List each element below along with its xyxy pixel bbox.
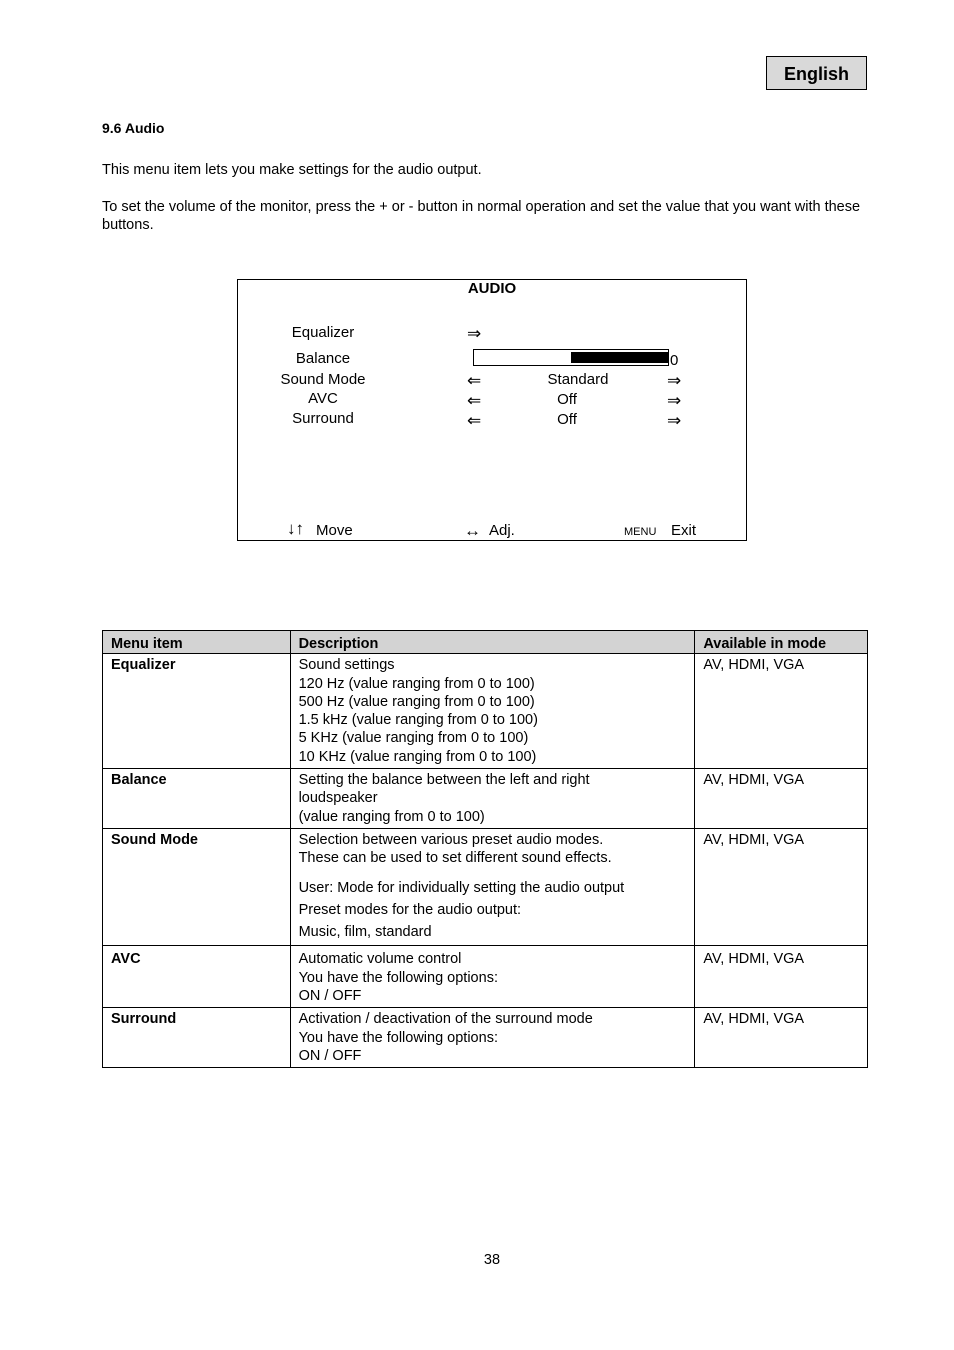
description-gap	[299, 868, 687, 879]
surround-value: Off	[557, 411, 577, 428]
row-description	[290, 946, 695, 1008]
description-line: 1.5 kHz (value ranging from 0 to 100)	[298, 712, 538, 729]
description-line: ON / OFF	[298, 1047, 362, 1064]
adjust-label: Adj.	[489, 522, 515, 539]
table-row	[103, 769, 868, 829]
row-item: Sound Mode	[103, 828, 291, 945]
description-line: Preset modes for the audio output:	[298, 901, 522, 918]
osd-label-surround: Surround	[292, 410, 354, 427]
row-description	[290, 654, 695, 769]
header-menu-item: Menu item	[103, 631, 291, 654]
move-arrows-icon: ↓↑	[287, 519, 304, 538]
avc-left-arrow-icon: ⇐	[467, 391, 482, 410]
table-row	[103, 828, 868, 945]
row-modes: AV, HDMI, VGA	[695, 828, 868, 945]
page-number: 38	[483, 1252, 501, 1268]
move-label: Move	[316, 522, 353, 539]
osd-title: AUDIO	[467, 280, 517, 297]
table-row	[103, 946, 868, 1008]
table-header-row	[103, 631, 868, 654]
adjust-arrows-icon: ↔	[464, 521, 481, 540]
balance-slider-fill	[571, 352, 668, 363]
row-item: AVC	[103, 946, 291, 1008]
row-description	[290, 828, 695, 945]
surround-left-arrow-icon: ⇐	[467, 411, 482, 430]
row-description	[290, 769, 695, 829]
row-description	[290, 1008, 695, 1068]
description-line: (value ranging from 0 to 100)	[298, 808, 485, 825]
osd-label-equalizer: Equalizer	[291, 324, 355, 341]
header-description: Description	[290, 631, 695, 654]
description-line: ON / OFF	[298, 988, 362, 1005]
balance-slider	[473, 349, 669, 366]
description-line: 500 Hz (value ranging from 0 to 100)	[298, 693, 535, 710]
description-line: You have the following options:	[298, 969, 498, 986]
row-modes: AV, HDMI, VGA	[695, 946, 868, 1008]
equalizer-right-arrow-icon: ⇒	[467, 324, 482, 343]
description-line: You have the following options:	[298, 1029, 498, 1046]
row-modes: AV, HDMI, VGA	[695, 654, 868, 769]
balance-value: 0	[670, 352, 679, 369]
description-line: Selection between various preset audio modes.	[298, 831, 604, 848]
audio-osd-menu	[237, 279, 747, 541]
description-line: These can be used to set different sound effects.	[298, 850, 612, 867]
surround-right-arrow-icon: ⇒	[667, 411, 682, 430]
table-row	[103, 1008, 868, 1068]
sound-mode-right-arrow-icon: ⇒	[667, 371, 682, 390]
sound-mode-left-arrow-icon: ⇐	[467, 371, 482, 390]
description-line: Music, film, standard	[298, 924, 432, 941]
intro-paragraph: This menu item lets you make settings for the audio output.	[102, 162, 482, 178]
osd-label-sound-mode: Sound Mode	[280, 371, 366, 388]
language-badge: English	[766, 56, 867, 90]
osd-label-avc: AVC	[308, 390, 338, 407]
sound-mode-value: Standard	[547, 371, 609, 388]
exit-label: Exit	[671, 522, 697, 539]
row-item: Balance	[103, 769, 291, 829]
avc-value: Off	[557, 391, 577, 408]
description-line: Setting the balance between the left and right loudspeaker	[298, 772, 590, 807]
description-line: Activation / deactivation of the surround mode	[298, 1011, 593, 1028]
menu-key-label: MENU	[624, 526, 657, 538]
avc-right-arrow-icon: ⇒	[667, 391, 682, 410]
row-modes: AV, HDMI, VGA	[695, 1008, 868, 1068]
osd-label-balance: Balance	[295, 350, 351, 367]
section-heading: 9.6 Audio	[102, 120, 165, 136]
audio-settings-table	[102, 630, 868, 1068]
table-row	[103, 654, 868, 769]
description-line: User: Mode for individually setting the audio output	[298, 879, 625, 896]
description-line: 120 Hz (value ranging from 0 to 100)	[298, 675, 535, 692]
description-line: Automatic volume control	[298, 951, 462, 968]
description-line: 5 KHz (value ranging from 0 to 100)	[298, 730, 529, 747]
row-item: Surround	[103, 1008, 291, 1068]
row-item: Equalizer	[103, 654, 291, 769]
header-available-in-mode: Available in mode	[695, 631, 868, 654]
row-modes: AV, HDMI, VGA	[695, 769, 868, 829]
volume-paragraph: To set the volume of the monitor, press the + or - button in normal operation and set the value that you want with these buttons.	[102, 199, 861, 233]
description-line: Sound settings	[298, 657, 395, 674]
description-line: 10 KHz (value ranging from 0 to 100)	[298, 748, 537, 765]
